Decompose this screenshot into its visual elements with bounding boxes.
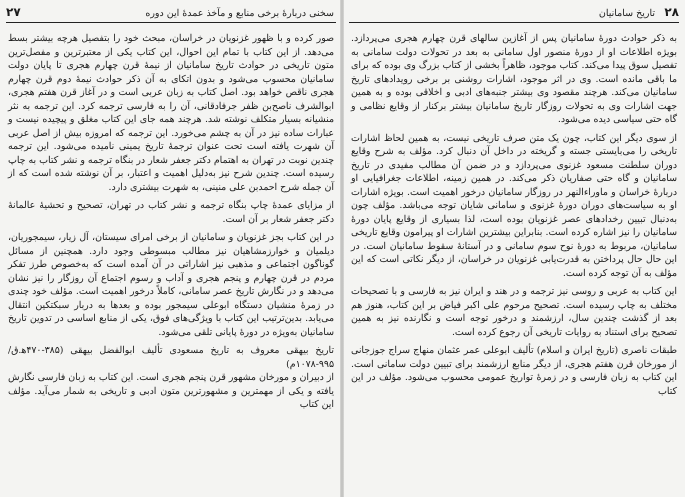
left-page-number: ۲۷ bbox=[6, 5, 21, 19]
left-running-head: سخنی دربارهٔ برخی منابع و مآخذ عمدهٔ این دوره bbox=[145, 8, 334, 19]
left-paragraph-1: صور کرده و با ظهور غزنویان در خراسان، مبحث خود را بتفصیل هرچه بیشتر بسط می‌دهد. از این کتاب با تمام این احوال، این کتاب یکی از معتبرترین و مفصل‌ترین متون تاریخی در حوادث تاریخ سامانیان از نیمهٔ قرن چهارم هجری تا پایان دولت سامانیان محسوب می‌شود و بدون اتکای به آن ذکر حوادث نیمهٔ دوم قرن چهارم هجری ناقص خواهد بود. اصل کتاب به زبان عربی است و در آغاز قرن هفتم هجری، ابوالشرف ناصح‌بن ظفر جرفادقانی، آن را به فارسی ترجمه کرد. این ترجمه به نثر منشیانه بسیار متکلف نوشته شد. هرچند همه جای این کتاب مغلق و پیچیده نیست و عبارات ساده نیز در آن به چشم می‌خورد. این ترجمه که امروزه بیش از اصل عربی آن شهرت یافته است تحت عنوان ترجمهٔ تاریخ یمینی نامیده می‌شود. این ترجمه چندین نوبت در تهران به اهتمام دکتر جعفر شعار در بنگاه ترجمه و نشر کتاب به چاپ رسیده است. چندین شرح نیز به‌دلیل اهمیت و اعتبار، بر آن نوشته شده است که از آن جمله شرح احمدبن علی منینی، به شهرت بیشتری دارد. bbox=[8, 33, 334, 193]
right-paragraph-1: به ذکر حوادث دورهٔ سامانیان پس از آغازین سالهای قرن چهارم هجری می‌پردازد. بویژه اطلاعات او از دورهٔ منصور اول سامانی به بعد در تحولات دولت سامانی به‌ تفصیل سوق پیدا می‌کند. کتاب موجود، ظاهراً بخشی از کتاب بزرگ وی بوده که برای ما باقی مانده است. وی در اثر موجود، اشارات روشنی بر برخی رویدادهای تاریخ سامانیان می‌کند. هرچند مقصود وی بیشتر جنبه‌های ادبی و اخلاقی بوده و به همین جهت اشارات وی به تحولات روزگار تاریخ سامانیان بیشتر برکنار از وقایع نظامی و گاه حتی سیاسی دیده می‌شود. bbox=[351, 33, 677, 125]
right-paragraph-3: این کتاب به عربی و روسی نیز ترجمه و در هند و ایران نیز به فارسی و با تصحیحات مختلف به چاپ رسیده است. تصحیح مرحوم علی اکبر فیاض بر این کتاب، هنوز هم بعد از گذشت چندین سال، ارزشمند و درخور توجه است و نگارنده نیز به همین تصحیح برای استناد به روایات تاریخی آن رجوع کرده است. bbox=[351, 286, 677, 338]
left-paragraph-2: از مزایای عمدهٔ چاپ بنگاه ترجمه و نشر کتاب در تهران، تصحیح و تحشیهٔ عالمانهٔ دکتر جعفر شعار بر آن است. bbox=[8, 200, 334, 225]
book-gutter bbox=[340, 0, 344, 497]
left-paragraph-3: در این کتاب بجز غزنویان و سامانیان از برخی امرای سیستان، آل زیار، سیمجوریان، دیلمیان و خوارزمشاهیان نیز مطالب مبسوطی وجود دارد. همچنین از مسائل گوناگون اجتماعی و مذهبی نیز اشاراتی در آن آمده است که به‌خصوص طرز تفکر مردم در قرن چهارم و پنجم هجری و آداب و رسوم اجتماع آن روزگار را نیز نشان می‌دهد و در نگارش تاریخ عصر سامانی، کاملاً درخور اهمیت است. مؤلف خود چندی در زمرهٔ منشیان دستگاه ابوعلی سیمجور بوده و بعدها به دربار سبکتکین انتقال می‌یابد. بدین‌ترتیب این کتاب با ویژگی‌های فوق، یکی از منابع اساسی در تدوین تاریخ سامانیان به‌ویژه در دورهٔ پایانی تلقی می‌شود. bbox=[8, 232, 334, 338]
right-page-header bbox=[349, 6, 679, 23]
left-paragraph-5: از دبیران و مورخان مشهور قرن پنجم هجری است. این کتاب به زبان فارسی نگارش یافته و یکی از مهمترین و مشهورترین متون ادبی و تاریخی به شمار می‌آید. مؤلف این کتاب bbox=[8, 372, 334, 410]
right-page-body bbox=[349, 32, 679, 398]
right-running-head: تاریخ سامانیان bbox=[598, 8, 655, 19]
right-paragraph-4: طبقات ناصری (تاریخ ایران و اسلام) تألیف ابوعلی عمر عثمان منهاج سراج جوزجانی از مورخان قرن هفتم هجری، از دیگر منابع ارزشمند برای تبیین دولت سامانی است. این کتاب به زبان فارسی و در زمرهٔ تواریخ عمومی محسوب می‌شود. مؤلف در این کتاب bbox=[351, 345, 677, 397]
right-paragraph-2: از سوی دیگر این کتاب، چون یک متن صرف تاریخی نیست، به همین لحاظ اشارات تاریخی را می‌بایستی جسته و گریخته در داخل آن دنبال کرد. مؤلف به شرح وقایع دوران سلطنت مسعود غزنوی می‌پردازد و در ضمن آن مطالب مفیدی در تاریخ سامانیان و گاه حتی صفاریان ذکر می‌کند. در همین زمینه، اطلاعات جغرافیایی او دربارهٔ خراسان و ماوراءالنهر در روزگار سامانیان درخور اهمیت است. بویژه اشارات او به سیاست‌های دوران دورهٔ غزنوی و سامانی شایان توجه می‌باشد. مؤلف چون به‌دنبال تبیین رخدادهای عصر غزنویان بوده است، لذا بسیاری از وقایع پایان دورهٔ سامانیان را نیز اشاره کرده است. بنابراین بیشترین اشارات او پیرامون وقایع تاریخی سامانیان، مربوط به دورهٔ نوح سوم سامانی و در آستانهٔ سقوط سامانیان است. در این حال حال پرداختن به قدرت‌یابی غزنویان در خراسان، از دیگر نکاتی است که این مؤلف به آن توجه کرده است. bbox=[351, 132, 677, 279]
right-page-number: ۲۸ bbox=[664, 5, 679, 19]
right-page bbox=[349, 6, 679, 494]
left-page-body bbox=[6, 32, 336, 412]
left-paragraph-4: تاریخ بیهقی معروف به تاریخ مسعودی تألیف ابوالفضل بیهقی (۳۸۵-۴۷۰ه‍.ق/ ۹۹۵-۱۰۷۸م) bbox=[8, 345, 334, 370]
left-page bbox=[6, 6, 336, 494]
left-page-header bbox=[6, 6, 336, 23]
